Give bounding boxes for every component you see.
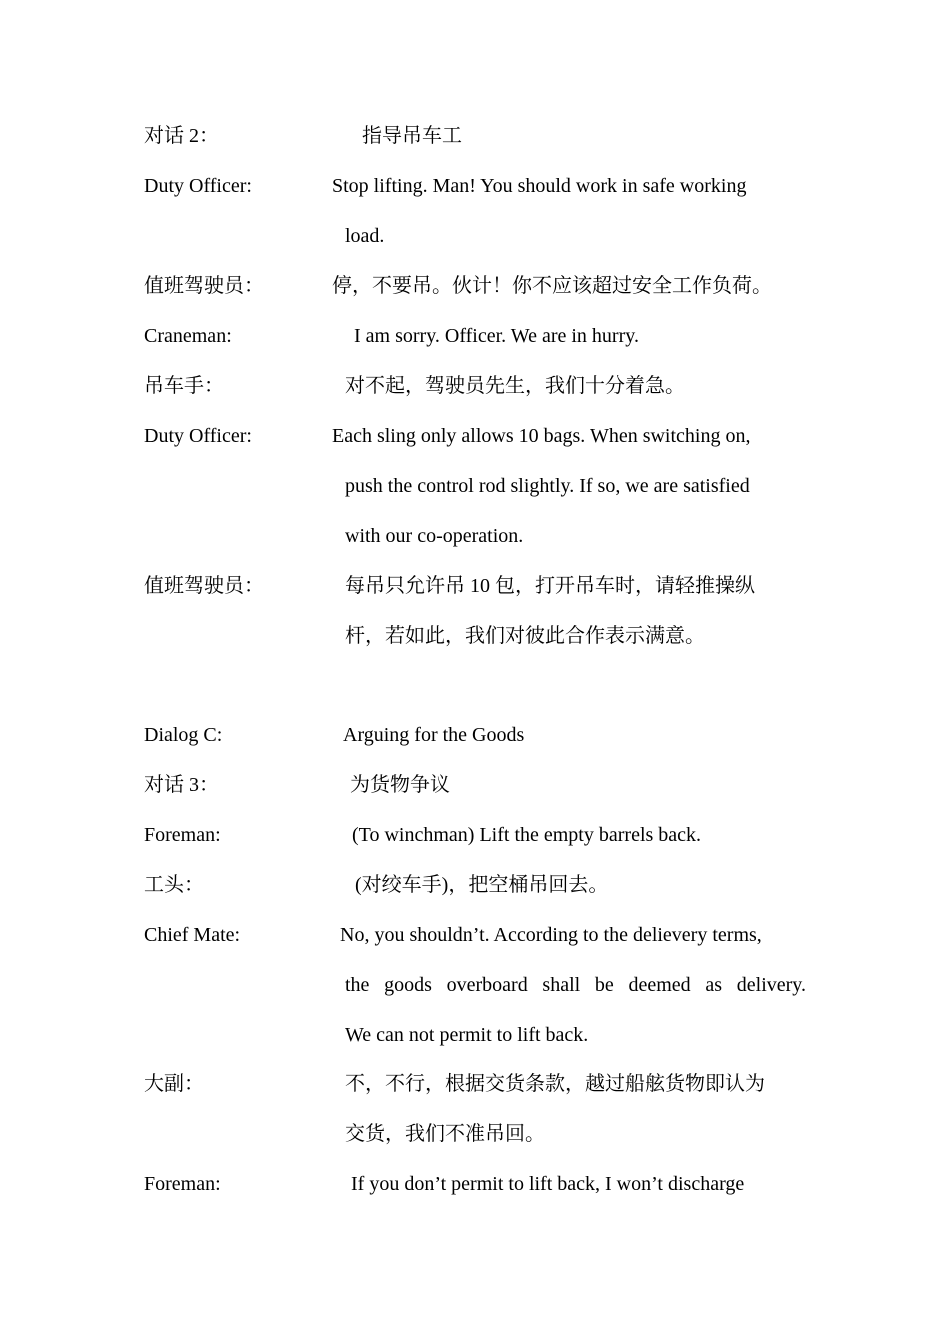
dialog-title: 为货物争议 [350, 774, 450, 796]
utterance-text: (To winchman) Lift the empty barrels back. [352, 824, 702, 846]
utterance-text: 停，不要吊。伙计！你不应该超过安全工作负荷。 [332, 275, 772, 297]
utterance-text: (对绞车手)，把空桶吊回去。 [355, 874, 609, 896]
dialog-line [0, 820, 950, 850]
utterance-text: 不，不行，根据交货条款，越过船舷货物即认为 [345, 1073, 765, 1095]
utterance-text: load. [345, 225, 385, 247]
dialog-line [0, 321, 950, 351]
dialog-line-continued [0, 970, 950, 1000]
utterance-text: We can not permit to lift back. [345, 1024, 589, 1046]
dialog-heading-row [0, 720, 950, 750]
dialog-line [0, 421, 950, 451]
utterance-text: Each sling only allows 10 bags. When switching on, [332, 425, 751, 447]
dialog-line-continued [0, 1020, 950, 1050]
dialog-line-continued [0, 521, 950, 551]
dialog-heading-label: Dialog C: [144, 724, 223, 746]
utterance-text: No, you shouldn’t. According to the delievery terms, [340, 924, 762, 946]
speaker-label: Duty Officer: [144, 175, 252, 197]
utterance-text: 杆，若如此，我们对彼此合作表示满意。 [345, 625, 705, 647]
dialog-line-continued [0, 621, 950, 651]
dialog-line [0, 271, 950, 301]
dialog-title-row [0, 121, 950, 151]
utterance-text: with our co-operation. [345, 525, 524, 547]
speaker-label: 大副： [144, 1073, 204, 1095]
dialog-line-continued [0, 221, 950, 251]
speaker-label: Chief Mate: [144, 924, 241, 946]
utterance-text: I am sorry. Officer. We are in hurry. [354, 325, 639, 347]
utterance-text: the goods overboard shall be deemed as delivery. [345, 974, 806, 996]
speaker-label: 值班驾驶员： [144, 575, 264, 597]
speaker-label: 工头： [144, 874, 204, 896]
dialog-line-continued [0, 471, 950, 501]
dialog-heading-title: Arguing for the Goods [343, 724, 525, 746]
dialog-line [0, 1169, 950, 1199]
dialog-line [0, 1069, 950, 1099]
speaker-label: Craneman: [144, 325, 232, 347]
utterance-text: push the control rod slightly. If so, we are satisfied [345, 475, 750, 497]
speaker-label: 值班驾驶员： [144, 275, 264, 297]
dialog-line [0, 571, 950, 601]
dialog-title: 指导吊车工 [362, 125, 462, 147]
dialog-title-row [0, 770, 950, 800]
utterance-text: 每吊只允许吊 10 包，打开吊车时，请轻推操纵 [345, 575, 755, 597]
dialog-line [0, 171, 950, 201]
speaker-label: 吊车手： [144, 375, 224, 397]
dialog-number-label: 对话 2： [144, 125, 219, 147]
dialog-line [0, 870, 950, 900]
utterance-text: If you don’t permit to lift back, I won’t discharge [351, 1173, 745, 1195]
dialog-number-label: 对话 3： [144, 774, 219, 796]
dialog-line [0, 920, 950, 950]
utterance-text: Stop lifting. Man! You should work in safe working [332, 175, 747, 197]
speaker-label: Duty Officer: [144, 425, 252, 447]
dialog-line [0, 371, 950, 401]
dialog-line-continued [0, 1119, 950, 1149]
utterance-text: 对不起，驾驶员先生，我们十分着急。 [345, 375, 685, 397]
utterance-text: 交货，我们不准吊回。 [345, 1123, 545, 1145]
speaker-label: Foreman: [144, 824, 221, 846]
speaker-label: Foreman: [144, 1173, 221, 1195]
